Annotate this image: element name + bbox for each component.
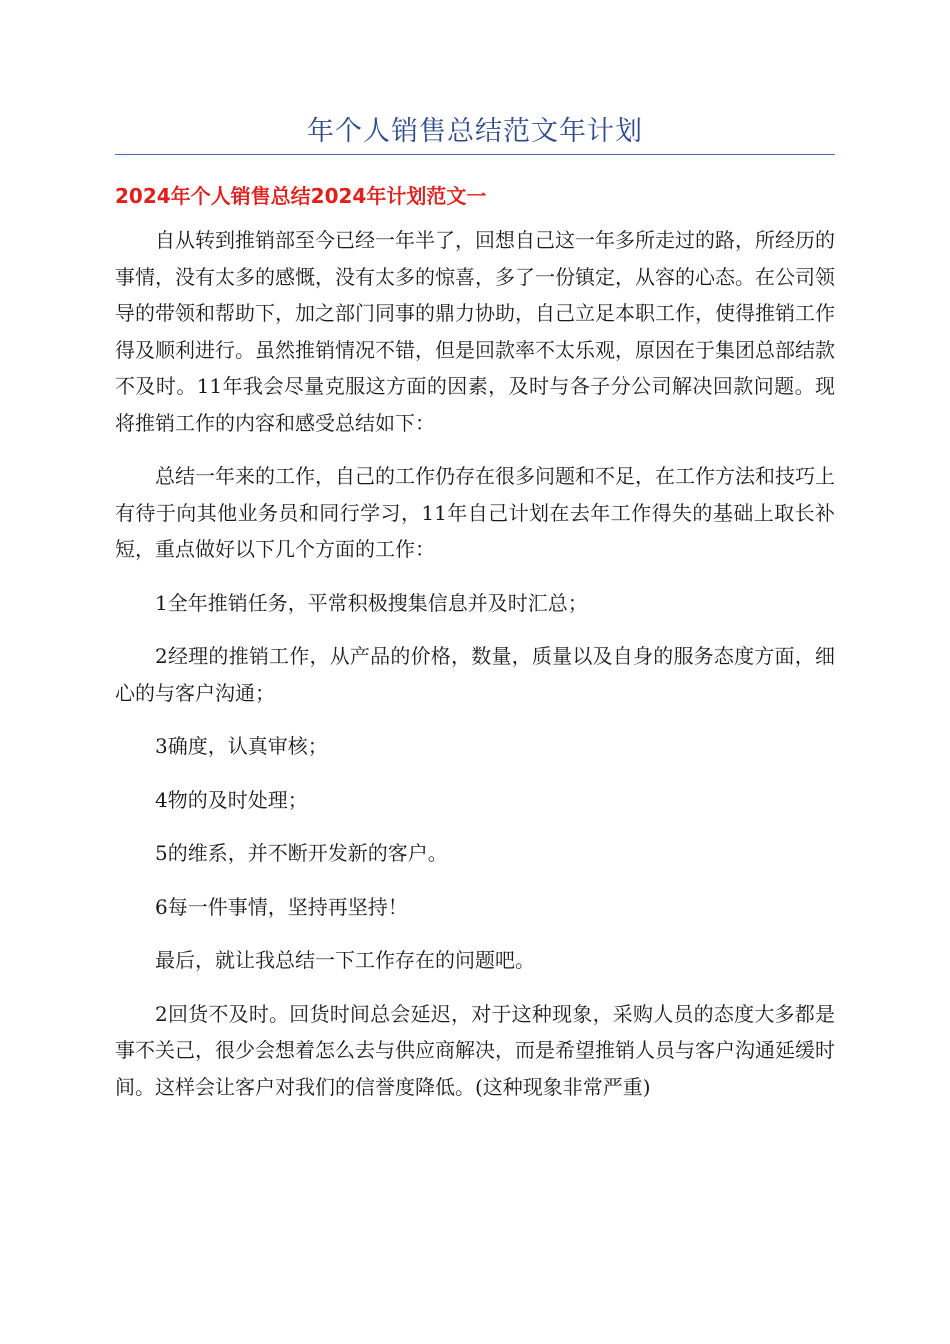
list-item-1: 1全年推销任务，平常积极搜集信息并及时汇总； xyxy=(155,590,588,615)
section-heading: 2024年个人销售总结2024年计划范文一 xyxy=(115,184,487,208)
list-item-3: 3确度，认真审核； xyxy=(155,734,328,758)
document-body xyxy=(115,222,835,1122)
document-title: 年个人销售总结范文年计划 xyxy=(307,116,643,147)
title-divider xyxy=(115,154,835,155)
list-item-2: 2经理的推销工作，从产品的价格，数量，质量以及自身的服务态度方面，细心的与客户沟通； xyxy=(115,644,835,705)
list-item-4: 4物的及时处理； xyxy=(155,787,308,812)
list-item-5: 5的维系，并不断开发新的客户。 xyxy=(155,841,448,865)
list-item-6: 6每一件事情，坚持再坚持！ xyxy=(155,894,408,919)
paragraph-problems-intro: 最后，就让我总结一下工作存在的问题吧。 xyxy=(155,948,535,972)
paragraph-summary: 总结一年来的工作，自己的工作仍存在很多问题和不足，在工作方法和技巧上有待于向其他业务员和同行学习，11年自己计划在去年工作得失的基础上取长补短，重点做好以下几个方面的工作： xyxy=(115,464,835,561)
paragraph-problem-2: 2回货不及时。回货时间总会延迟，对于这种现象，采购人员的态度大多都是事不关己，很少会想着怎么去与供应商解决，而是希望推销人员与客户沟通延缓时间。这样会让客户对我们的信誉度降低。(这种现象非常严重) xyxy=(115,1001,835,1099)
paragraph-intro: 自从转到推销部至今已经一年半了，回想自己这一年多所走过的路，所经历的事情，没有太多的感慨，没有太多的惊喜，多了一份镇定，从容的心态。在公司领导的带领和帮助下，加之部门同事的鼎力协助，自己立足本职工作，使得推销工作得及顺利进行。虽然推销情况不错，但是回款率不太乐观，原因在于集团总部结款不及时。11年我会尽量克服这方面的因素，及时与各子分公司解决回款问题。现将推销工作的内容和感受总结如下： xyxy=(115,228,835,435)
